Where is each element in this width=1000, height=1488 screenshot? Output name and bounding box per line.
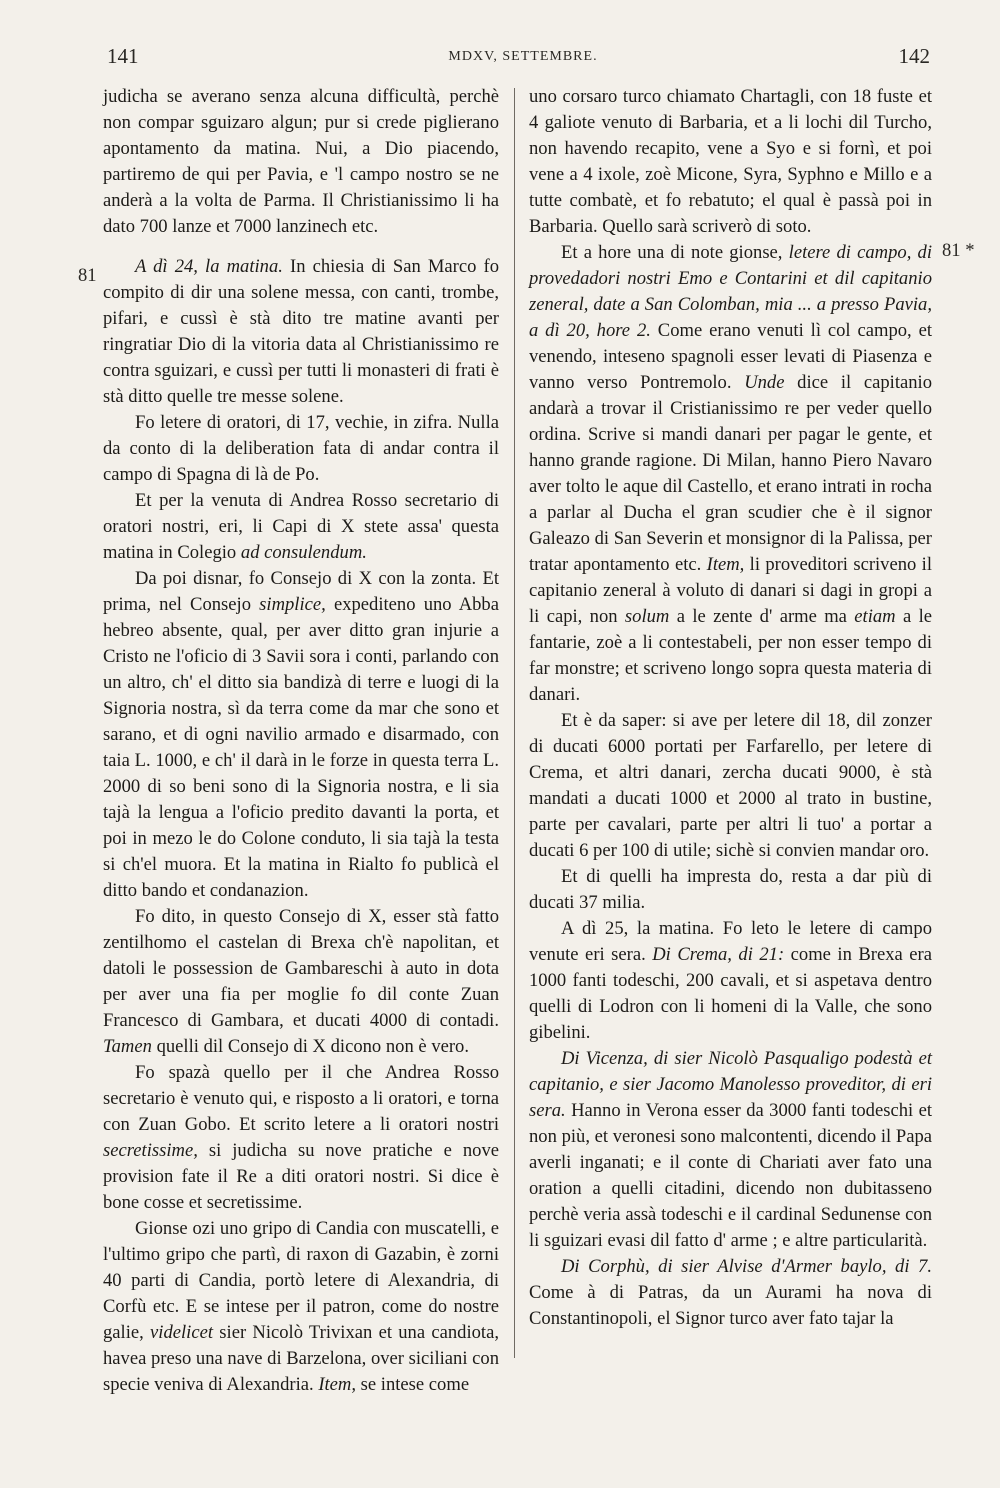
paragraph: Fo dito, in questo Consejo di X, esser stà fatto zentilhomo el castelan di Brexa ch'è napolitan, et datoli le possession de Gambareschi à auto in dota per aver una fia per moglie fo dil conte Zuan Francesco di Gambara, et ducati 4000 di contadi. Tamen quelli dil Consejo di X dicono non è vero. [103, 906, 499, 1057]
left-page-number: 141 [107, 44, 139, 68]
paragraph: Fo spazà quello per il che Andrea Rosso secretario è venuto qui, e risposto a li oratori, e torna con Zuan Gobo. Et scrito letere a li oratori nostri secretissime, si judicha su nove pratiche e nove provision fate il Re a diti oratori nostri. Si dice è bone cosse et secretissime. [103, 1062, 499, 1213]
paragraph: Da poi disnar, fo Consejo di X con la zonta. Et prima, nel Consejo simplice, expediteno uno Abba hebreo absente, qual, per aver ditto gran injurie a Cristo ne l'oficio di 3 Savii sora i conti, parlando con un altro, ch' el ditto sia bandizà di terre e luogi di la Signoria nostra, sì da terra come da mar che sono et sarano, et di ogni navilio armado e disarmado, con taia L. 1000, e ch' il darà in le forze in questa terra L. 2000 di so beni sono di la Signoria nostra, e li sia tajà la lengua a l'oficio predito davanti la porta, et poi in mezo le do Colone conduto, li sia tajà la testa si ch'el muora. Et la matina in Rialto fo publicà el ditto bando et condanazion. [103, 568, 499, 901]
paragraph: A dì 24, la matina. In chiesia di San Marco fo compito di dir una solene messa, con canti, trombe, pifari, e cussì è stà dito tre matine avanti per ringratiar Dio di la vitoria data al Christianissimo re contra sguizari, e cussì per tutti li monasteri di frati è stà ditto quelle tre messe solene. [103, 256, 499, 407]
paragraph: Di Vicenza, di sier Nicolò Pasqualigo podestà et capitanio, e sier Jacomo Manolesso proveditor, di eri sera. Hanno in Verona esser da 3000 fanti todeschi et non più, et veronesi sono malcontenti, dicendo il Papa averli inganati; e il conte di Chariati aver fato una oration a quelli citadini, dicendo non dubitasseno perchè veria assà todeschi e il cardinal Sedunense con li sguizari evasi dil fatto d' arme ; e altre particularità. [529, 1048, 932, 1251]
left-margin-mark: 81 [78, 265, 97, 286]
paragraph: A dì 25, la matina. Fo leto le letere di campo venute eri sera. Di Crema, di 21: come in Brexa era 1000 fanti todeschi, 200 cavali, et si aspetava dentro quelli di Lodron con li homeni di la Valle, che sono gibelini. [529, 918, 932, 1043]
paragraph: judicha se averano senza alcuna difficultà, perchè non compar sguizaro algun; pur si crede piglierano apontamento da matina. Nui, a Dio piacendo, partiremo de qui per Pavia, e 'l campo nostro se ne anderà a la volta de Parma. Il Christianissimo li ha dato 700 lanze et 7000 lanzinech etc. [103, 86, 499, 237]
paragraph: Et per la venuta di Andrea Rosso secretario di oratori nostri, eri, li Capi di X stete assa' questa matina in Colegio ad consulendum. [103, 490, 499, 563]
paragraph: Et di quelli ha impresta do, resta a dar più di ducati 37 milia. [529, 866, 932, 913]
paragraph: Et a hore una di note gionse, letere di campo, di provedadori nostri Emo e Contarini et dil capitanio zeneral, date a San Colomban, mia ... a presso Pavia, a dì 20, hore 2. Come erano venuti lì col campo, et venendo, inteseno spagnoli esser levati di Piasenza e vanno verso Pontremolo. Unde dice il capitanio andarà a trovar il Cristianissimo re per veder quello ordina. Scrive si mandi danari per pagar le gente, et hanno grande ragione. Di Milan, hanno Piero Navaro aver tolto le aque dil Castello, et erano intrati in rocha a parlar al Ducha el gran scudier che è il signor Galeazo di San Severin et monsignor di la Palissa, per tratar apontamento etc. Item, li proveditori scriveno il capitanio zeneral à voluto di danari si dagi in gropi a li capi, non solum a le zente d' arme ma etiam a le fantarie, zoè a li contestabeli, per non esser tempo di far monstre; et scriveno longo sopra questa materia di danari. [529, 242, 933, 705]
column-divider [514, 88, 515, 1358]
right-column [529, 84, 932, 1332]
left-column [103, 84, 499, 1398]
paragraph: uno corsaro turco chiamato Chartagli, con 18 fuste et 4 galiote venuto di Barbaria, et a li lochi dil Turcho, non havendo recapito, vene a Syo e si fornì, et poi vene a 4 ixole, zoè Micone, Syra, Syphno e Millo e a tutte combatè, et fo rebatuto; el qual è passà poi in Barbaria. Quello sarà scriverò di soto. [529, 86, 932, 237]
right-page-number: 142 [898, 44, 930, 68]
paragraph: Et è da saper: si ave per letere dil 18, dil zonzer di ducati 6000 portati per Farfarello, per letere di Crema, et altri danari, zercha ducati 9000, è stà mandati a ducati 1000 et 2000 al trato in bustine, parte per cavalari, parte per altri li tuo' a portar a ducati 6 per 100 di utile; sichè si convien mandar oro. [529, 710, 932, 861]
right-margin-mark: 81 * [942, 240, 975, 261]
paragraph: Gionse ozi uno gripo di Candia con muscatelli, e l'ultimo gripo che partì, di raxon di Gazabin, è zorni 40 parti di Candia, portò letere di Alexandria, di Corfù etc. E se intese per il patron, come do nostre galie, videlicet sier Nicolò Trivixan et una candiota, havea preso una nave di Barzelona, over siciliani con specie veniva di Alexandria. Item, se intese come [103, 1218, 499, 1395]
paragraph: Di Corphù, di sier Alvise d'Armer baylo, di 7. Come à di Patras, da un Aurami ha nova di Constantinopoli, el Signor turco aver fato tajar la [529, 1256, 932, 1329]
running-title: MDXV, SETTEMBRE. [448, 49, 598, 64]
paragraph: Fo letere di oratori, di 17, vechie, in zifra. Nulla da conto di la deliberation fata di andar contra il campo di Spagna di là de Po. [103, 412, 499, 485]
